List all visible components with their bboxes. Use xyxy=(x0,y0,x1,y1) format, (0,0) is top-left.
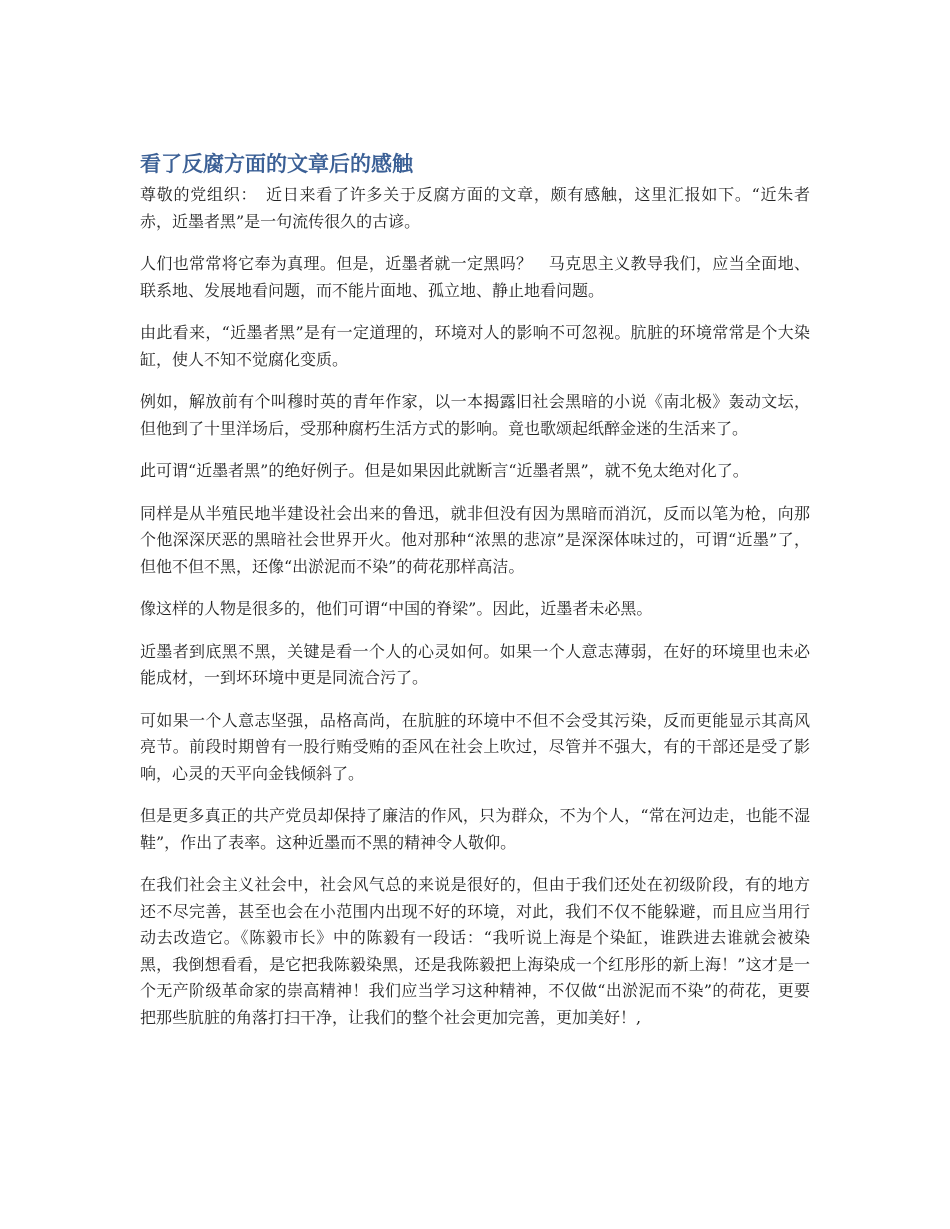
paragraph: 人们也常常将它奉为真理。但是，近墨者就一定黑吗？ 马克思主义教导我们，应当全面地、联系地、发展地看问题，而不能片面地、孤立地、静止地看问题。 xyxy=(140,254,810,300)
document-page xyxy=(140,150,810,1047)
paragraph: 像这样的人物是很多的，他们可谓“中国的脊梁”。因此，近墨者未必黑。 xyxy=(140,599,653,618)
paragraph: 近墨者到底黑不黑，关键是看一个人的心灵如何。如果一个人意志薄弱，在好的环境里也未必能成材，一到坏环境中更是同流合污了。 xyxy=(140,641,810,687)
paragraph: 在我们社会主义社会中，社会风气总的来说是很好的，但由于我们还处在初级阶段，有的地方还不尽完善，甚至也会在小范围内出现不好的环境，对此，我们不仅不能躲避，而且应当用行动去改造它。《陈毅市长》中的陈毅有一段话：“我听说上海是个染缸，谁跌进去谁就会被染黑，我倒想看看，是它把我陈毅染黑，还是我陈毅把上海染成一个红彤彤的新上海！”这才是一个无产阶级革命家的崇高精神！我们应当学习这种精神，不仅做“出淤泥而不染”的荷花，更要把那些肮脏的角落打扫干净，让我们的整个社会更加完善，更加美好！, xyxy=(140,875,810,1027)
paragraph: 尊敬的党组织： 近日来看了许多关于反腐方面的文章，颇有感触，这里汇报如下。“近朱者赤，近墨者黑”是一句流传很久的古谚。 xyxy=(140,185,810,231)
paragraph: 但是更多真正的共产党员却保持了廉洁的作风，只为群众，不为个人，“常在河边走，也能不湿鞋”，作出了表率。这种近墨而不黑的精神令人敬仰。 xyxy=(140,806,810,852)
paragraph: 同样是从半殖民地半建设社会出来的鲁迅，就非但没有因为黑暗而消沉，反而以笔为枪，向那个他深深厌恶的黑暗社会世界开火。他对那种“浓黑的悲凉”是深深体味过的，可谓“近墨”了，但他不但不黑，还像“出淤泥而不染”的荷花那样高洁。 xyxy=(140,503,810,576)
paragraph: 可如果一个人意志坚强，品格高尚，在肮脏的环境中不但不会受其污染，反而更能显示其高风亮节。前段时期曾有一股行贿受贿的歪风在社会上吹过，尽管并不强大，有的干部还是受了影响，心灵的天平向金钱倾斜了。 xyxy=(140,710,810,783)
paragraph: 例如，解放前有个叫穆时英的青年作家，以一本揭露旧社会黑暗的小说《南北极》轰动文坛，但他到了十里洋场后，受那种腐朽生活方式的影响。竟也歌颂起纸醉金迷的生活来了。 xyxy=(140,392,810,438)
document-title: 看了反腐方面的文章后的感触 xyxy=(140,152,413,176)
paragraph: 此可谓“近墨者黑”的绝好例子。但是如果因此就断言“近墨者黑”，就不免太绝对化了。 xyxy=(140,461,749,480)
paragraph: 由此看来，“近墨者黑”是有一定道理的，环境对人的影响不可忽视。肮脏的环境常常是个大染缸，使人不知不觉腐化变质。 xyxy=(140,323,810,369)
